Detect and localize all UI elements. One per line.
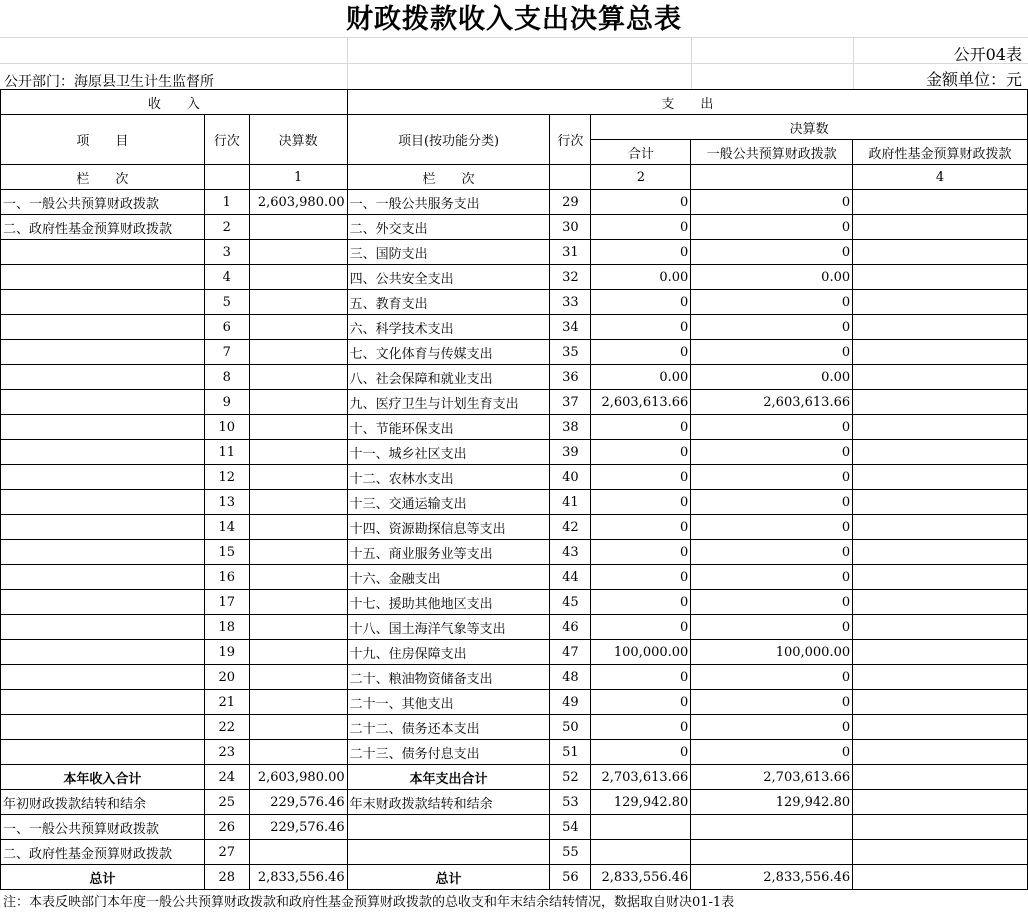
table-row	[1, 865, 1028, 890]
expense-row-no: 34	[550, 315, 591, 340]
expense-row-no: 37	[550, 390, 591, 415]
income-item	[1, 365, 205, 390]
table-row	[1, 740, 1028, 765]
expense-gov-fund	[853, 290, 1028, 315]
income-item	[1, 440, 205, 465]
income-amount-header: 决算数	[249, 115, 347, 165]
income-amount	[249, 215, 347, 240]
income-row-no: 25	[204, 790, 249, 815]
income-amount	[249, 740, 347, 765]
expense-general: 0	[691, 565, 853, 590]
table-row	[1, 365, 1028, 390]
income-row-no: 8	[204, 365, 249, 390]
income-amount	[249, 665, 347, 690]
income-row-no: 13	[204, 490, 249, 515]
expense-gov-fund	[853, 715, 1028, 740]
expense-rowno-header: 行次	[550, 115, 591, 165]
expense-general: 0	[691, 415, 853, 440]
table-row	[1, 190, 1028, 215]
income-amount: 2,833,556.46	[249, 865, 347, 890]
expense-gov-fund	[853, 840, 1028, 865]
expense-item: 二十三、债务付息支出	[347, 740, 550, 765]
income-amount	[249, 365, 347, 390]
gridline	[853, 37, 854, 89]
expense-general	[691, 815, 853, 840]
lanci-label: 栏 次	[347, 165, 550, 190]
income-row-no: 3	[204, 240, 249, 265]
expense-total: 129,942.80	[591, 790, 691, 815]
income-amount	[249, 640, 347, 665]
table-row	[1, 290, 1028, 315]
expense-general: 0	[691, 440, 853, 465]
income-amount	[249, 540, 347, 565]
expense-total: 0	[591, 590, 691, 615]
expense-general: 2,603,613.66	[691, 390, 853, 415]
income-item	[1, 665, 205, 690]
expense-total: 0	[591, 740, 691, 765]
income-item	[1, 715, 205, 740]
unit-label: 金额单位：元	[925, 70, 1022, 89]
income-rowno-header: 行次	[204, 115, 249, 165]
expense-gov-fund	[853, 215, 1028, 240]
income-item	[1, 740, 205, 765]
expense-row-no: 45	[550, 590, 591, 615]
expense-total: 0	[591, 565, 691, 590]
expense-total: 0	[591, 340, 691, 365]
income-amount	[249, 265, 347, 290]
income-item	[1, 640, 205, 665]
table-row	[1, 540, 1028, 565]
table-row	[1, 565, 1028, 590]
income-amount	[249, 590, 347, 615]
expense-general: 0	[691, 740, 853, 765]
expense-item: 年末财政拨款结转和结余	[347, 790, 550, 815]
income-amount	[249, 465, 347, 490]
table-row	[1, 590, 1028, 615]
expense-general: 0	[691, 190, 853, 215]
income-amount	[249, 715, 347, 740]
income-amount	[249, 440, 347, 465]
income-item: 一、一般公共预算财政拨款	[1, 190, 205, 215]
income-header: 收 入	[1, 90, 348, 115]
table-row	[1, 315, 1028, 340]
expense-gov-fund	[853, 440, 1028, 465]
expense-total: 0	[591, 190, 691, 215]
income-amount	[249, 690, 347, 715]
expense-general: 0	[691, 490, 853, 515]
expense-item: 十七、援助其他地区支出	[347, 590, 550, 615]
income-row-no: 26	[204, 815, 249, 840]
expense-item: 九、医疗卫生与计划生育支出	[347, 390, 550, 415]
expense-row-no: 44	[550, 565, 591, 590]
income-amount	[249, 565, 347, 590]
income-item	[1, 390, 205, 415]
expense-gov-fund	[853, 640, 1028, 665]
income-row-no: 5	[204, 290, 249, 315]
expense-total: 0.00	[591, 365, 691, 390]
income-item	[1, 615, 205, 640]
expense-gov-fund	[853, 615, 1028, 640]
budget-table	[0, 89, 1028, 890]
expense-general: 0	[691, 665, 853, 690]
expense-item: 一、一般公共服务支出	[347, 190, 550, 215]
table-row	[1, 615, 1028, 640]
expense-general: 0	[691, 215, 853, 240]
expense-general: 0	[691, 240, 853, 265]
income-amount: 2,603,980.00	[249, 765, 347, 790]
table-row	[1, 340, 1028, 365]
expense-total: 2,603,613.66	[591, 390, 691, 415]
income-row-no: 17	[204, 590, 249, 615]
expense-row-no: 42	[550, 515, 591, 540]
expense-gov-fund	[853, 765, 1028, 790]
expense-gov-fund	[853, 865, 1028, 890]
income-row-no: 1	[204, 190, 249, 215]
expense-total: 0	[591, 490, 691, 515]
expense-item: 十四、资源勘探信息等支出	[347, 515, 550, 540]
expense-total: 0	[591, 540, 691, 565]
expense-general	[691, 840, 853, 865]
expense-row-no: 54	[550, 815, 591, 840]
func-item-header: 项目(按功能分类)	[347, 115, 550, 165]
expense-gov-fund	[853, 540, 1028, 565]
expense-general: 0	[691, 340, 853, 365]
expense-total: 100,000.00	[591, 640, 691, 665]
expense-total	[591, 815, 691, 840]
income-row-no: 9	[204, 390, 249, 415]
income-row-no: 27	[204, 840, 249, 865]
income-item	[1, 340, 205, 365]
expense-gov-fund	[853, 790, 1028, 815]
table-row	[1, 640, 1028, 665]
expense-general: 0	[691, 290, 853, 315]
expense-item: 七、文化体育与传媒支出	[347, 340, 550, 365]
expense-general: 0	[691, 315, 853, 340]
income-item	[1, 690, 205, 715]
expense-item: 二十、粮油物资储备支出	[347, 665, 550, 690]
expense-header: 支 出	[347, 90, 1027, 115]
income-row-no: 16	[204, 565, 249, 590]
table-row	[1, 665, 1028, 690]
expense-row-no: 40	[550, 465, 591, 490]
expense-row-no: 47	[550, 640, 591, 665]
income-amount	[249, 390, 347, 415]
expense-total: 0	[591, 315, 691, 340]
expense-item: 八、社会保障和就业支出	[347, 365, 550, 390]
expense-total: 0	[591, 215, 691, 240]
income-row-no: 28	[204, 865, 249, 890]
expense-row-no: 32	[550, 265, 591, 290]
expense-item: 十三、交通运输支出	[347, 490, 550, 515]
table-row	[1, 815, 1028, 840]
table-row	[1, 515, 1028, 540]
expense-row-no: 29	[550, 190, 591, 215]
income-row-no: 2	[204, 215, 249, 240]
expense-gov-fund	[853, 265, 1028, 290]
income-row-no: 4	[204, 265, 249, 290]
expense-total: 0	[591, 665, 691, 690]
income-item	[1, 415, 205, 440]
expense-general: 2,703,613.66	[691, 765, 853, 790]
table-row	[1, 390, 1028, 415]
expense-general: 0.00	[691, 265, 853, 290]
table-row	[1, 765, 1028, 790]
income-item-header: 项 目	[1, 115, 205, 165]
expense-general: 2,833,556.46	[691, 865, 853, 890]
income-row-no: 21	[204, 690, 249, 715]
expense-general: 129,942.80	[691, 790, 853, 815]
income-row-no: 14	[204, 515, 249, 540]
expense-row-no: 50	[550, 715, 591, 740]
expense-item: 十五、商业服务业等支出	[347, 540, 550, 565]
expense-item: 五、教育支出	[347, 290, 550, 315]
header-row-1	[1, 90, 1028, 115]
empty-cell	[691, 165, 853, 190]
empty-cell	[204, 165, 249, 190]
expense-total: 0	[591, 715, 691, 740]
gridline	[691, 37, 692, 89]
expense-row-no: 56	[550, 865, 591, 890]
expense-total: 0.00	[591, 265, 691, 290]
lanci-label: 栏 次	[1, 165, 205, 190]
expense-row-no: 43	[550, 540, 591, 565]
income-amount	[249, 340, 347, 365]
income-item	[1, 465, 205, 490]
expense-row-no: 35	[550, 340, 591, 365]
expense-item: 四、公共安全支出	[347, 265, 550, 290]
expense-general: 0	[691, 515, 853, 540]
expense-item: 总计	[347, 865, 550, 890]
expense-total: 0	[591, 240, 691, 265]
expense-row-no: 51	[550, 740, 591, 765]
table-row	[1, 790, 1028, 815]
expense-gov-fund	[853, 365, 1028, 390]
table-row	[1, 240, 1028, 265]
expense-general: 0	[691, 590, 853, 615]
expense-total: 0	[591, 615, 691, 640]
income-row-no: 11	[204, 440, 249, 465]
expense-row-no: 38	[550, 415, 591, 440]
table-row	[1, 215, 1028, 240]
income-item	[1, 290, 205, 315]
report-title: 财政拨款收入支出决算总表	[346, 4, 682, 35]
expense-item: 十六、金融支出	[347, 565, 550, 590]
expense-row-no: 52	[550, 765, 591, 790]
department-label: 公开部门：海原县卫生计生监督所	[4, 74, 214, 90]
expense-gov-fund	[853, 490, 1028, 515]
table-row	[1, 715, 1028, 740]
expense-general: 0	[691, 690, 853, 715]
expense-total: 0	[591, 515, 691, 540]
expense-total: 0	[591, 290, 691, 315]
expense-gov-fund	[853, 390, 1028, 415]
income-item	[1, 490, 205, 515]
income-row-no: 23	[204, 740, 249, 765]
income-amount	[249, 315, 347, 340]
total-header: 合计	[591, 140, 691, 165]
income-row-no: 10	[204, 415, 249, 440]
expense-row-no: 48	[550, 665, 591, 690]
expense-gov-fund	[853, 665, 1028, 690]
expense-general: 0	[691, 540, 853, 565]
expense-item: 六、科学技术支出	[347, 315, 550, 340]
expense-row-no: 39	[550, 440, 591, 465]
income-amount	[249, 840, 347, 865]
expense-gov-fund	[853, 565, 1028, 590]
table-row	[1, 415, 1028, 440]
expense-item: 十、节能环保支出	[347, 415, 550, 440]
expense-gov-fund	[853, 590, 1028, 615]
expense-item	[347, 815, 550, 840]
expense-gov-fund	[853, 690, 1028, 715]
income-row-no: 22	[204, 715, 249, 740]
col-index-2: 2	[591, 165, 691, 190]
income-item: 一、一般公共预算财政拨款	[1, 815, 205, 840]
table-row	[1, 690, 1028, 715]
table-row	[1, 490, 1028, 515]
expense-row-no: 31	[550, 240, 591, 265]
income-item: 本年收入合计	[1, 765, 205, 790]
expense-total	[591, 840, 691, 865]
expense-row-no: 49	[550, 690, 591, 715]
empty-cell	[550, 165, 591, 190]
general-header: 一般公共预算财政拨款	[691, 140, 853, 165]
table-row	[1, 465, 1028, 490]
income-amount	[249, 515, 347, 540]
expense-item: 本年支出合计	[347, 765, 550, 790]
income-row-no: 15	[204, 540, 249, 565]
income-item	[1, 315, 205, 340]
income-amount	[249, 615, 347, 640]
expense-gov-fund	[853, 315, 1028, 340]
gridline	[0, 37, 1028, 38]
form-code: 公开04表	[953, 45, 1022, 64]
expense-row-no: 46	[550, 615, 591, 640]
expense-gov-fund	[853, 815, 1028, 840]
income-item: 总计	[1, 865, 205, 890]
expense-row-no: 36	[550, 365, 591, 390]
income-item	[1, 565, 205, 590]
header-row-2	[1, 115, 1028, 140]
income-row-no: 19	[204, 640, 249, 665]
income-amount: 229,576.46	[249, 815, 347, 840]
expense-gov-fund	[853, 740, 1028, 765]
income-row-no: 6	[204, 315, 249, 340]
expense-general: 100,000.00	[691, 640, 853, 665]
expense-item	[347, 840, 550, 865]
col-index-4: 4	[853, 165, 1028, 190]
expense-item: 十九、住房保障支出	[347, 640, 550, 665]
income-item: 二、政府性基金预算财政拨款	[1, 215, 205, 240]
income-row-no: 20	[204, 665, 249, 690]
expense-item: 十一、城乡社区支出	[347, 440, 550, 465]
expense-row-no: 41	[550, 490, 591, 515]
expense-total: 0	[591, 415, 691, 440]
expense-amount-header: 决算数	[591, 115, 1028, 140]
expense-total: 0	[591, 465, 691, 490]
expense-general: 0	[691, 715, 853, 740]
expense-gov-fund	[853, 465, 1028, 490]
expense-gov-fund	[853, 340, 1028, 365]
expense-total: 0	[591, 440, 691, 465]
income-row-no: 24	[204, 765, 249, 790]
income-item	[1, 240, 205, 265]
expense-item: 二、外交支出	[347, 215, 550, 240]
expense-general: 0	[691, 465, 853, 490]
income-amount: 2,603,980.00	[249, 190, 347, 215]
gridline	[0, 63, 1028, 64]
expense-total: 2,833,556.46	[591, 865, 691, 890]
expense-row-no: 33	[550, 290, 591, 315]
expense-gov-fund	[853, 515, 1028, 540]
income-amount	[249, 490, 347, 515]
income-amount: 229,576.46	[249, 790, 347, 815]
expense-item: 二十二、债务还本支出	[347, 715, 550, 740]
income-amount	[249, 240, 347, 265]
expense-item: 十八、国土海洋气象等支出	[347, 615, 550, 640]
expense-item: 三、国防支出	[347, 240, 550, 265]
expense-row-no: 55	[550, 840, 591, 865]
income-item	[1, 265, 205, 290]
income-row-no: 18	[204, 615, 249, 640]
income-item	[1, 540, 205, 565]
income-item	[1, 590, 205, 615]
expense-gov-fund	[853, 415, 1028, 440]
col-index-1: 1	[249, 165, 347, 190]
expense-total: 2,703,613.66	[591, 765, 691, 790]
expense-row-no: 53	[550, 790, 591, 815]
expense-row-no: 30	[550, 215, 591, 240]
income-item: 年初财政拨款结转和结余	[1, 790, 205, 815]
column-index-row	[1, 165, 1028, 190]
income-amount	[249, 290, 347, 315]
table-row	[1, 265, 1028, 290]
income-item	[1, 515, 205, 540]
table-row	[1, 440, 1028, 465]
expense-gov-fund	[853, 190, 1028, 215]
expense-general: 0.00	[691, 365, 853, 390]
income-row-no: 7	[204, 340, 249, 365]
income-row-no: 12	[204, 465, 249, 490]
income-amount	[249, 415, 347, 440]
expense-total: 0	[591, 690, 691, 715]
footnote: 注：本表反映部门本年度一般公共预算财政拨款和政府性基金预算财政拨款的总收支和年末结余结转情况，数据取自财决01-1表	[3, 895, 735, 910]
expense-item: 十二、农林水支出	[347, 465, 550, 490]
expense-gov-fund	[853, 240, 1028, 265]
table-row	[1, 840, 1028, 865]
income-item: 二、政府性基金预算财政拨款	[1, 840, 205, 865]
gov-fund-header: 政府性基金预算财政拨款	[853, 140, 1028, 165]
gridline	[347, 37, 348, 89]
expense-general: 0	[691, 615, 853, 640]
expense-item: 二十一、其他支出	[347, 690, 550, 715]
